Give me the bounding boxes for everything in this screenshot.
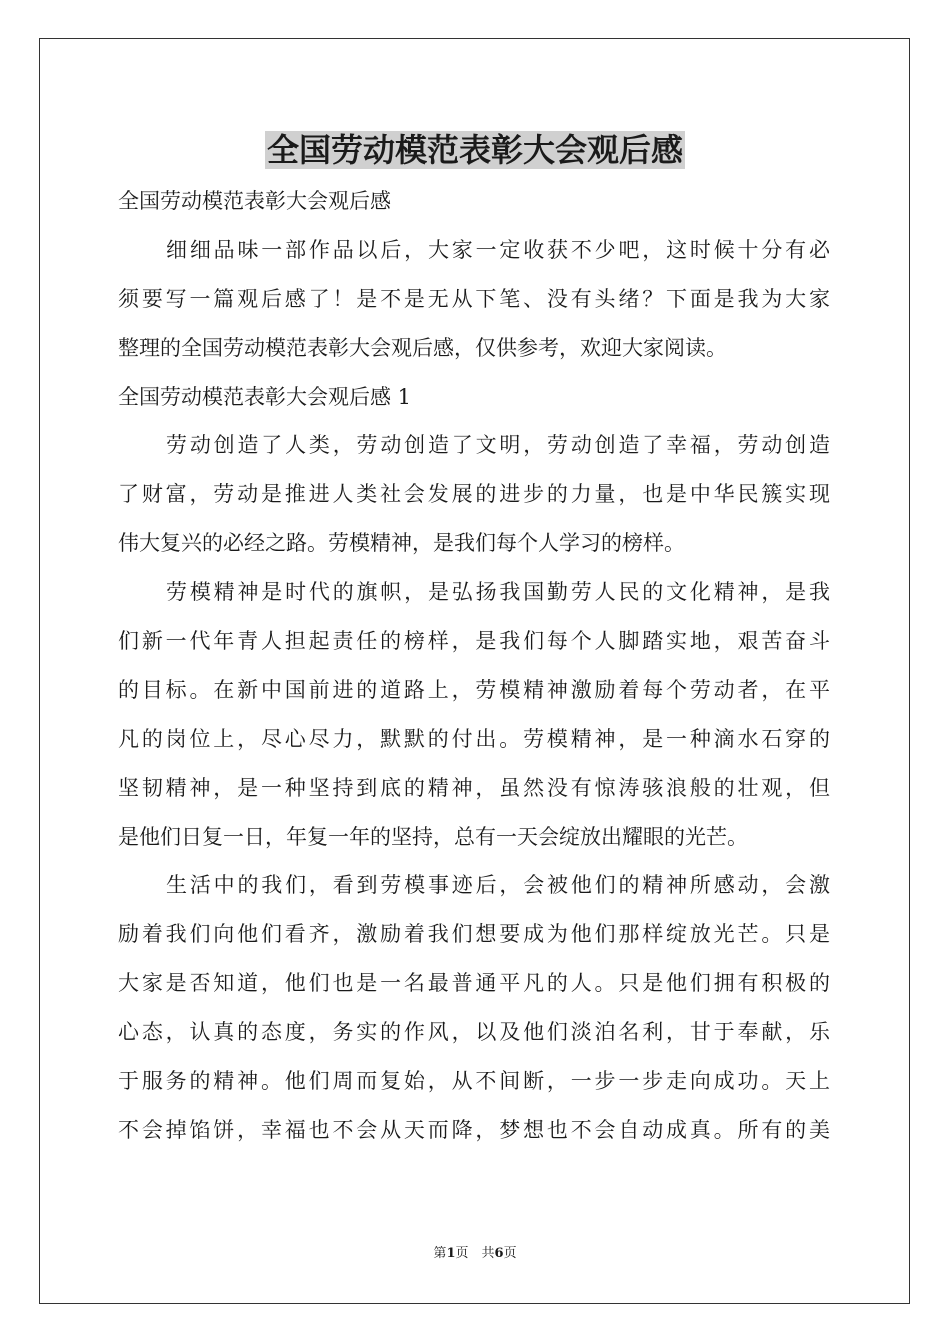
footer-total-prefix: 共 [481,1246,495,1261]
text-line: 是他们日复一日，年复一年的坚持，总有一天会绽放出耀眼的光芒。 [118,824,748,849]
text-line: 整理的全国劳动模范表彰大会观后感，仅供参考，欢迎大家阅读。 [118,335,727,360]
document-body [118,177,830,1155]
text-line: 全国劳动模范表彰大会观后感 1 [118,384,412,409]
text-line: 的目标。在新中国前进的道路上，劳模精神激励着每个劳动者，在平 [118,677,830,702]
footer-prefix: 第 [433,1246,447,1261]
text-line: 不会掉馅饼，幸福也不会从天而降，梦想也不会自动成真。所有的美 [118,1117,830,1142]
text-line: 劳模精神是时代的旗帜，是弘扬我国勤劳人民的文化精神，是我 [166,580,830,605]
text-line: 生活中的我们，看到劳模事迹后，会被他们的精神所感动，会激 [166,873,830,898]
text-line: 坚韧精神，是一种坚持到底的精神，虽然没有惊涛骇浪般的壮观，但 [118,775,830,800]
footer-total-pages: 6 [494,1246,504,1261]
page-footer [0,1244,950,1264]
text-line: 细细品味一部作品以后，大家一定收获不少吧，这时候十分有必 [166,237,830,262]
footer-page-suffix: 页 [455,1246,469,1261]
footer-page-number: 1 [446,1246,456,1261]
footer-total-suffix: 页 [503,1246,517,1261]
text-line: 伟大复兴的必经之路。劳模精神，是我们每个人学习的榜样。 [118,531,685,556]
text-line: 大家是否知道，他们也是一名最普通平凡的人。只是他们拥有积极的 [118,971,830,996]
text-line: 全国劳动模范表彰大会观后感 [118,189,391,213]
text-line: 须要写一篇观后感了！是不是无从下笔、没有头绪？下面是我为大家 [118,286,830,311]
text-line: 凡的岗位上，尽心尽力，默默的付出。劳模精神，是一种滴水石穿的 [118,726,830,751]
text-line: 们新一代年青人担起责任的榜样，是我们每个人脚踏实地，艰苦奋斗 [118,629,830,654]
text-line: 了财富，劳动是推进人类社会发展的进步的力量，也是中华民簇实现 [118,482,830,507]
text-line: 励着我们向他们看齐，激励着我们想要成为他们那样绽放光芒。只是 [118,922,830,947]
text-line: 心态，认真的态度，务实的作风，以及他们淡泊名利，甘于奉献，乐 [118,1020,830,1045]
text-line: 于服务的精神。他们周而复始，从不间断，一步一步走向成功。天上 [118,1069,830,1094]
document-title-text: 全国劳动模范表彰大会观后感 [266,131,683,169]
document-title [0,125,950,175]
text-line: 劳动创造了人类，劳动创造了文明，劳动创造了幸福，劳动创造 [166,433,830,458]
